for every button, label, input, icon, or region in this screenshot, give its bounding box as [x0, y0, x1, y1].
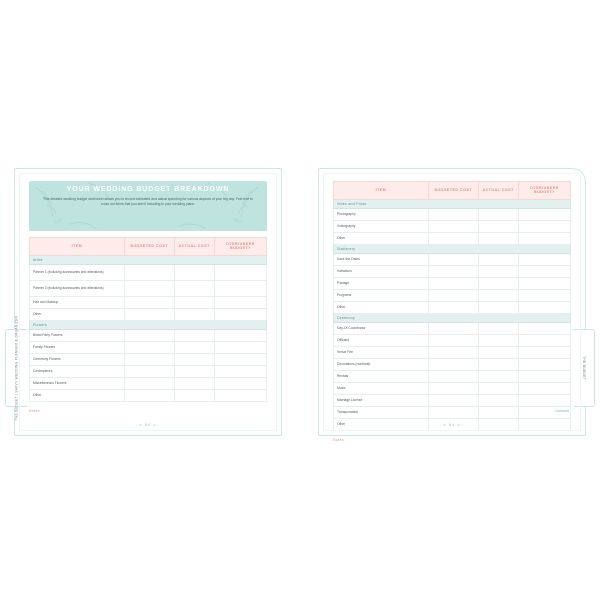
budgeted-cost-cell[interactable]: [428, 370, 478, 382]
budgeted-cost-cell[interactable]: [428, 346, 478, 358]
row-label: Other: [334, 301, 429, 313]
table-row: [30, 329, 267, 341]
section-title-flowers: Flowers: [30, 320, 267, 329]
budgeted-cost-cell[interactable]: [124, 353, 174, 365]
flourish-right-icon: ⟡~: [153, 422, 161, 427]
budgeted-cost-cell[interactable]: [428, 334, 478, 346]
actual-cost-cell[interactable]: [174, 280, 214, 296]
actual-cost-cell[interactable]: [478, 289, 518, 301]
actual-cost-cell[interactable]: [174, 365, 214, 377]
left-page-side-tab-label: THE BUDGET | SAVVY WEDDING PLANNER & ORGANIZER: [14, 315, 19, 421]
budgeted-cost-cell[interactable]: [124, 365, 174, 377]
column-header-over-under: OVER/UNDER BUDGET?: [214, 238, 266, 256]
actual-cost-cell[interactable]: [174, 296, 214, 308]
budgeted-cost-cell[interactable]: [124, 377, 174, 389]
over-under-cell[interactable]: [214, 280, 266, 296]
over-under-cell[interactable]: [518, 289, 570, 301]
left-page-side-tab: [5, 315, 27, 421]
over-under-cell[interactable]: [214, 365, 266, 377]
budgeted-cost-cell[interactable]: [428, 406, 478, 418]
table-row: [334, 382, 571, 394]
row-label: Miscellaneous Flowers: [30, 377, 125, 389]
actual-cost-cell[interactable]: [478, 277, 518, 289]
right-page: [318, 168, 586, 442]
page-number: 51: [448, 422, 456, 427]
flourish-right-icon: ⟡~: [457, 422, 465, 427]
budgeted-cost-cell[interactable]: [428, 265, 478, 277]
actual-cost-cell[interactable]: [478, 322, 518, 334]
budgeted-cost-cell[interactable]: [428, 382, 478, 394]
banner-title: YOUR WEDDING BUDGET BREAKDOWN: [66, 186, 230, 193]
section-title-video-and-photo: Video and Photo: [334, 199, 571, 208]
row-label: Decorations (nonfloral): [334, 358, 429, 370]
row-label: Marriage License: [334, 394, 429, 406]
table-row: [334, 232, 571, 244]
budgeted-cost-cell[interactable]: [124, 341, 174, 353]
budgeted-cost-cell[interactable]: [428, 208, 478, 220]
over-under-cell[interactable]: [518, 232, 570, 244]
actual-cost-cell[interactable]: [478, 370, 518, 382]
over-under-cell[interactable]: [518, 382, 570, 394]
section-row: [30, 320, 267, 329]
column-header-actual-cost: ACTUAL COST: [174, 238, 214, 256]
table-row: [334, 253, 571, 265]
budgeted-cost-cell[interactable]: [124, 389, 174, 401]
left-page-content: [29, 181, 267, 413]
actual-cost-cell[interactable]: [174, 353, 214, 365]
actual-cost-cell[interactable]: [478, 382, 518, 394]
actual-cost-cell[interactable]: [174, 264, 214, 280]
budget-banner: [29, 181, 267, 231]
row-label: Music: [334, 382, 429, 394]
row-label: Partner 2 (including accessories and alterations): [30, 280, 125, 296]
page-folio-left: [15, 422, 281, 427]
notes-label: Notes: [29, 408, 40, 413]
column-header-over-under: OVER/UNDER BUDGET?: [518, 182, 570, 200]
column-header-budgeted-cost: BUDGETED COST: [428, 182, 478, 200]
over-under-cell[interactable]: [214, 264, 266, 280]
table-row: [334, 301, 571, 313]
row-label: Centerpieces: [30, 365, 125, 377]
over-under-cell[interactable]: [214, 329, 266, 341]
table-row: [334, 370, 571, 382]
budgeted-cost-cell[interactable]: [428, 394, 478, 406]
budgeted-cost-cell[interactable]: [124, 308, 174, 320]
actual-cost-cell[interactable]: [478, 265, 518, 277]
actual-cost-cell[interactable]: [478, 358, 518, 370]
notes-area[interactable]: [333, 444, 571, 458]
table-row: [334, 208, 571, 220]
table-row: [30, 353, 267, 365]
table-row: [334, 277, 571, 289]
budgeted-cost-cell[interactable]: [428, 289, 478, 301]
actual-cost-cell[interactable]: [174, 308, 214, 320]
column-header-budgeted-cost: BUDGETED COST: [124, 238, 174, 256]
right-page-side-tab: [573, 329, 595, 407]
row-label: Day-Of Coordinator: [334, 322, 429, 334]
row-label: Other: [334, 418, 429, 430]
budgeted-cost-cell[interactable]: [124, 296, 174, 308]
over-under-cell[interactable]: [518, 346, 570, 358]
table-header-row: [30, 238, 267, 256]
table-row: [30, 389, 267, 401]
over-under-cell[interactable]: [214, 377, 266, 389]
table-row: [334, 358, 571, 370]
budgeted-cost-cell[interactable]: [428, 232, 478, 244]
row-label: Hair and Makeup: [30, 296, 125, 308]
row-label: Partner 1 (including accessories and alterations): [30, 264, 125, 280]
table-row: [334, 220, 571, 232]
over-under-cell[interactable]: [214, 389, 266, 401]
flourish-left-icon: ~⟡: [135, 422, 143, 427]
actual-cost-cell[interactable]: [174, 341, 214, 353]
table-row: [334, 394, 571, 406]
budgeted-cost-cell[interactable]: [124, 280, 174, 296]
table-row: [334, 334, 571, 346]
right-page-side-tab-label: THE BUDGET: [581, 355, 586, 381]
notes-label: Notes: [333, 437, 344, 442]
row-label: Save-the-Dates: [334, 253, 429, 265]
row-label: Officiant: [334, 334, 429, 346]
table-row: [30, 377, 267, 389]
over-under-cell[interactable]: [518, 334, 570, 346]
over-under-cell[interactable]: [518, 358, 570, 370]
actual-cost-cell[interactable]: [478, 406, 518, 418]
over-under-cell[interactable]: [214, 296, 266, 308]
section-title-stationery: Stationery: [334, 244, 571, 253]
row-label: Other: [30, 308, 125, 320]
column-header-actual-cost: ACTUAL COST: [478, 182, 518, 200]
row-label: Other: [334, 232, 429, 244]
budgeted-cost-cell[interactable]: [124, 264, 174, 280]
actual-cost-cell[interactable]: [478, 208, 518, 220]
actual-cost-cell[interactable]: [478, 232, 518, 244]
row-label: Programs: [334, 289, 429, 301]
row-label: Venue Fee: [334, 346, 429, 358]
row-label: Invitations: [334, 265, 429, 277]
over-under-cell[interactable]: [518, 265, 570, 277]
over-under-cell[interactable]: [518, 394, 570, 406]
table-row: [30, 341, 267, 353]
page-folio-right: [319, 422, 585, 427]
budget-table-left: [29, 237, 267, 402]
budgeted-cost-cell[interactable]: [428, 220, 478, 232]
actual-cost-cell[interactable]: [478, 301, 518, 313]
row-label: Videography: [334, 220, 429, 232]
over-under-cell[interactable]: [518, 220, 570, 232]
table-row: [334, 406, 571, 418]
table-row: [334, 346, 571, 358]
section-title-ceremony: Ceremony: [334, 313, 571, 322]
table-row: [334, 265, 571, 277]
table-row: [30, 280, 267, 296]
table-header-row: [334, 182, 571, 200]
table-row: [30, 264, 267, 280]
row-label: Postage: [334, 277, 429, 289]
table-row: [30, 308, 267, 320]
over-under-cell[interactable]: [214, 353, 266, 365]
over-under-cell[interactable]: [518, 208, 570, 220]
row-label: Photography: [334, 208, 429, 220]
section-row: [334, 199, 571, 208]
row-label: Transportation: [334, 406, 429, 418]
flourish-left-icon: ~⟡: [439, 422, 447, 427]
section-title-attire: Attire: [30, 255, 267, 264]
row-label: Ceremony Flowers: [30, 353, 125, 365]
continued-label: Continued: [554, 409, 569, 413]
actual-cost-cell[interactable]: [478, 220, 518, 232]
left-page: [14, 168, 282, 436]
row-label: Family Flowers: [30, 341, 125, 353]
actual-cost-cell[interactable]: [478, 346, 518, 358]
budgeted-cost-cell[interactable]: [428, 358, 478, 370]
section-row: [334, 313, 571, 322]
row-label: Other: [30, 389, 125, 401]
over-under-cell[interactable]: [214, 308, 266, 320]
column-header-item: ITEM: [30, 238, 125, 256]
budget-table-right: [333, 181, 571, 431]
budgeted-cost-cell[interactable]: [428, 253, 478, 265]
page-number: 50: [144, 422, 152, 427]
row-label: Bridal Party Flowers: [30, 329, 125, 341]
actual-cost-cell[interactable]: [478, 394, 518, 406]
section-row: [30, 255, 267, 264]
table-row: [30, 365, 267, 377]
table-row: [334, 322, 571, 334]
actual-cost-cell[interactable]: [174, 377, 214, 389]
column-header-item: ITEM: [334, 182, 429, 200]
actual-cost-cell[interactable]: [174, 389, 214, 401]
over-under-cell[interactable]: [518, 322, 570, 334]
over-under-cell[interactable]: [518, 277, 570, 289]
budgeted-cost-cell[interactable]: [428, 322, 478, 334]
over-under-cell[interactable]: [518, 370, 570, 382]
over-under-cell[interactable]: [518, 301, 570, 313]
over-under-cell[interactable]: [214, 341, 266, 353]
budgeted-cost-cell[interactable]: [428, 301, 478, 313]
budgeted-cost-cell[interactable]: [124, 329, 174, 341]
section-row: [334, 244, 571, 253]
banner-subtitle: This detailed wedding budget worksheet allows you to record estimated and actual spending for various aspects of your big day. Feel free to cross out items that you aren't including in your wedding plans.: [43, 197, 253, 207]
row-label: Rentals: [334, 370, 429, 382]
table-row: [334, 289, 571, 301]
actual-cost-cell[interactable]: [174, 329, 214, 341]
actual-cost-cell[interactable]: [478, 334, 518, 346]
over-under-cell[interactable]: [518, 253, 570, 265]
actual-cost-cell[interactable]: [478, 253, 518, 265]
table-row: [30, 296, 267, 308]
budgeted-cost-cell[interactable]: [428, 277, 478, 289]
